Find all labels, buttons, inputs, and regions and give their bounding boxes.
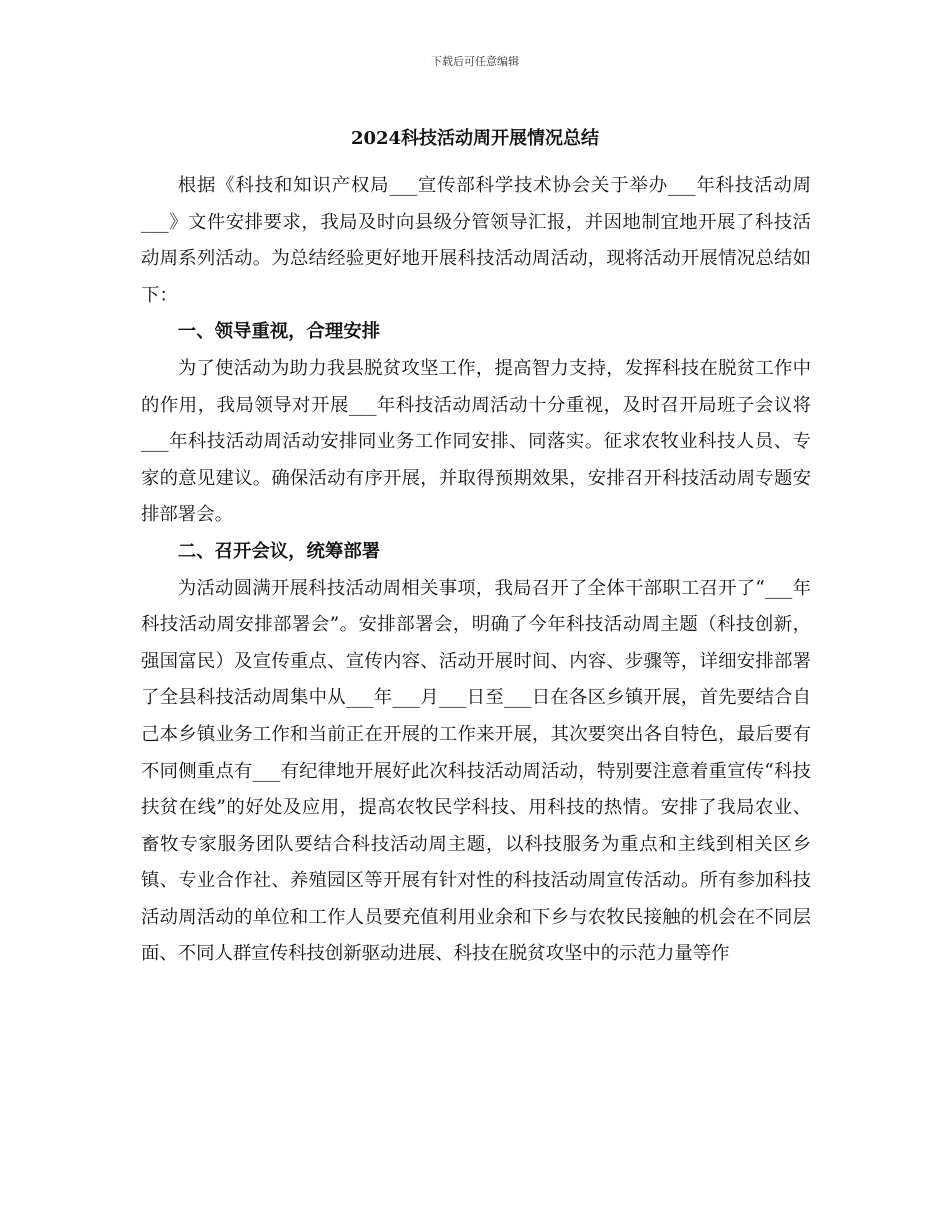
header-note: 下载后可任意编辑 [431,55,519,68]
section-1-heading: 一、领导重视，合理安排 [177,321,381,343]
page-title: 2024科技活动周开展情况总结 [350,128,600,149]
document-body [141,168,811,973]
section-2-heading: 二、召开会议，统筹部署 [177,540,381,562]
intro-paragraph: 根据《科技和知识产权局___宣传部科学技术协会关于举办___年科技活动周___》文件安排要求，我局及时向县级分管领导汇报，并因地制宜地开展了科技活动周系列活动。为总结经验更好地开展科技活动周活动，现将活动开展情况总结如下： [141,175,811,306]
section-1-paragraph: 为了使活动为助力我县脱贫攻坚工作，提高智力支持，发挥科技在脱贫工作中的作用，我局领导对开展___年科技活动周活动十分重视，及时召开局班子会议将___年科技活动周活动安排同业务工作同安排、同落实。征求农牧业科技人员、专家的意见建议。确保活动有序开展，并取得预期效果，安排召开科技活动周专题安排部署会。 [141,357,811,526]
section-2-paragraph: 为活动圆满开展科技活动周相关事项，我局召开了全体干部职工召开了“___年科技活动周安排部署会”。安排部署会，明确了今年科技活动周主题（科技创新，强国富民）及宣传重点、宣传内容、活动开展时间、内容、步骤等，详细安排部署了全县科技活动周集中从___年___月___日至___日在各区乡镇开展，首先要结合自己本乡镇业务工作和当前正在开展的工作来开展，其次要突出各自特色，最后要有不同侧重点有___有纪律地开展好此次科技活动周活动，特别要注意着重宣传“科技扶贫在线”的好处及应用，提高农牧民学科技、用科技的热情。安排了我局农业、畜牧专家服务团队要结合科技活动周主题，以科技服务为重点和主线到相关区乡镇、专业合作社、养殖园区等开展有针对性的科技活动周宣传活动。所有参加科技活动周活动的单位和工作人员要充值利用业余和下乡与农牧民接触的机会在不同层面、不同人群宣传科技创新驱动进展、科技在脱贫攻坚中的示范力量等作 [141,577,811,965]
